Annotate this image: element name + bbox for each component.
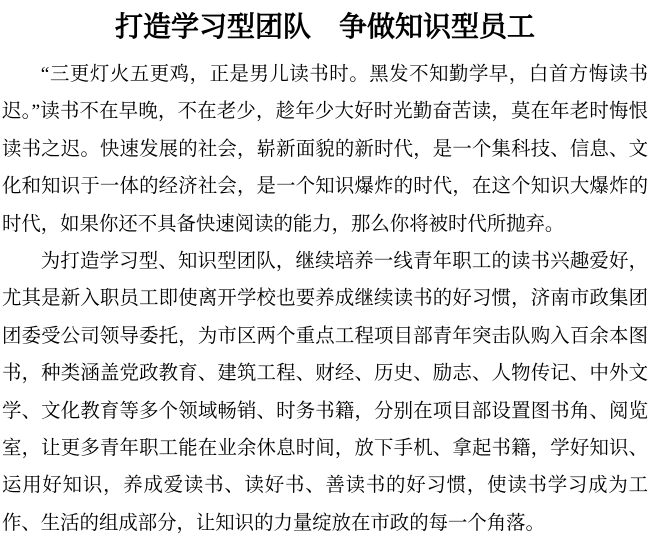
paragraph-book-initiative: 为打造学习型、知识型团队，继续培养一线青年职工的读书兴趣爱好，尤其是新入职员工即使离开学校也要养成继续读书的好习惯，济南市政集团团委受公司领导委托，为市区两个重点工程项目部青年突击队购入百余本图书，种类涵盖党政教育、建筑工程、财经、历史、励志、人物传记、中外文学、文化教育等多个领域畅销、时务书籍，分别在项目部设置图书角、阅览室，让更多青年职工能在业余休息时间，放下手机、拿起书籍，学好知识、运用好知识，养成爱读书、读好书、善读书的好习惯，使读书学习成为工作、生活的组成部分，让知识的力量绽放在市政的每一个角落。	[2, 251, 648, 534]
document-title: 打造学习型团队 争做知识型员工	[114, 12, 535, 43]
paragraph-reading-quote: “三更灯火五更鸡，正是男儿读书时。黑发不知勤学早，白首方悔读书迟。”读书不在早晚，不在老少，趁年少大好时光勤奋苦读，莫在年老时悔恨读书之迟。快速发展的社会，崭新面貌的新时代，是一个集科技、信息、文化和知识于一体的经济社会，是一个知识爆炸的时代，在这个知识大爆炸的时代，如果你还不具备快速阅读的能力，那么你将被时代所抛弃。	[2, 64, 648, 235]
document-body	[0, 56, 650, 542]
